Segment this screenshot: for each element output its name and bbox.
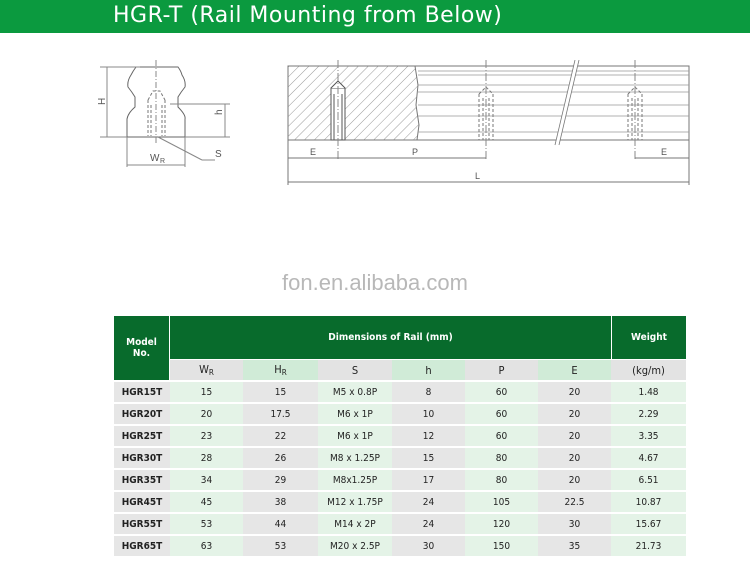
cell-s: M8 x 1.25P (318, 446, 392, 468)
cell-h: 24 (392, 512, 465, 534)
header-weight: Weight (611, 316, 686, 359)
cell-hr: 38 (243, 490, 318, 512)
label-s: S (215, 149, 222, 160)
cell-p: 80 (465, 468, 538, 490)
cell-model: HGR35T (114, 468, 170, 490)
title-bar (0, 0, 750, 33)
cell-p: 120 (465, 512, 538, 534)
table-row (114, 534, 686, 556)
cell-hr: 15 (243, 380, 318, 402)
cell-wr: 53 (170, 512, 243, 534)
cell-weight: 21.73 (611, 534, 686, 556)
header-hr: $H_R$ (243, 359, 318, 380)
label-wr: W (150, 153, 160, 164)
cell-hr: 17.5 (243, 402, 318, 424)
cell-hr: 22 (243, 424, 318, 446)
rail-cross-section-drawing (90, 55, 240, 175)
cell-h: 10 (392, 402, 465, 424)
header-p: P (465, 359, 538, 380)
cell-h: 8 (392, 380, 465, 402)
label-h: h (214, 109, 225, 115)
header-wr: $W_R$ (170, 359, 243, 380)
cell-p: 60 (465, 380, 538, 402)
cell-wr: 34 (170, 468, 243, 490)
table-row (114, 490, 686, 512)
watermark: fon.en.alibaba.com (282, 270, 468, 295)
cell-s: M12 x 1.75P (318, 490, 392, 512)
table-row (114, 446, 686, 468)
label-e-left: E (310, 147, 317, 157)
label-e-right: E (661, 147, 668, 157)
cell-e: 35 (538, 534, 611, 556)
cell-weight: 15.67 (611, 512, 686, 534)
cell-weight: 4.67 (611, 446, 686, 468)
header-model: Model No. (114, 316, 170, 380)
header-s: S (318, 359, 392, 380)
cell-wr: 63 (170, 534, 243, 556)
cell-hr: 44 (243, 512, 318, 534)
cell-s: M20 x 2.5P (318, 534, 392, 556)
cell-hr: 53 (243, 534, 318, 556)
cell-s: M14 x 2P (318, 512, 392, 534)
header-dimensions: Dimensions of Rail (mm) (170, 316, 611, 359)
cell-s: M6 x 1P (318, 402, 392, 424)
table-row (114, 380, 686, 402)
table-row (114, 468, 686, 490)
page-title: HGR-T (Rail Mounting from Below) (113, 3, 503, 28)
cell-wr: 28 (170, 446, 243, 468)
rail-side-view-drawing (285, 60, 695, 190)
cell-h: 15 (392, 446, 465, 468)
cell-wr: 23 (170, 424, 243, 446)
cell-e: 20 (538, 446, 611, 468)
cell-weight: 10.87 (611, 490, 686, 512)
cell-wr: 45 (170, 490, 243, 512)
cell-hr: 29 (243, 468, 318, 490)
cell-p: 150 (465, 534, 538, 556)
cell-h: 30 (392, 534, 465, 556)
cell-p: 60 (465, 424, 538, 446)
header-h: h (392, 359, 465, 380)
cell-model: HGR30T (114, 446, 170, 468)
cell-hr: 26 (243, 446, 318, 468)
table-row (114, 424, 686, 446)
cell-e: 30 (538, 512, 611, 534)
cell-h: 12 (392, 424, 465, 446)
cell-wr: 20 (170, 402, 243, 424)
cell-h: 17 (392, 468, 465, 490)
cell-model: HGR20T (114, 402, 170, 424)
cell-e: 20 (538, 380, 611, 402)
table-row (114, 512, 686, 534)
cell-model: HGR45T (114, 490, 170, 512)
cell-s: M8x1.25P (318, 468, 392, 490)
cell-weight: 1.48 (611, 380, 686, 402)
cell-e: 20 (538, 468, 611, 490)
cell-e: 20 (538, 424, 611, 446)
cell-p: 60 (465, 402, 538, 424)
cell-p: 80 (465, 446, 538, 468)
cell-model: HGR15T (114, 380, 170, 402)
cell-e: 22.5 (538, 490, 611, 512)
cell-model: HGR65T (114, 534, 170, 556)
cell-s: M5 x 0.8P (318, 380, 392, 402)
header-e: E (538, 359, 611, 380)
cell-weight: 3.35 (611, 424, 686, 446)
cell-p: 105 (465, 490, 538, 512)
cell-model: HGR25T (114, 424, 170, 446)
cell-weight: 6.51 (611, 468, 686, 490)
cell-e: 20 (538, 402, 611, 424)
svg-text:R: R (160, 158, 166, 165)
label-l: L (475, 171, 481, 181)
rail-dimensions-table (114, 316, 686, 556)
header-weight-unit: (kg/m) (611, 359, 686, 380)
cell-weight: 2.29 (611, 402, 686, 424)
cell-h: 24 (392, 490, 465, 512)
cell-model: HGR55T (114, 512, 170, 534)
label-p: P (412, 147, 419, 157)
table-row (114, 402, 686, 424)
cell-wr: 15 (170, 380, 243, 402)
label-hr: H (97, 97, 108, 105)
cell-s: M6 x 1P (318, 424, 392, 446)
